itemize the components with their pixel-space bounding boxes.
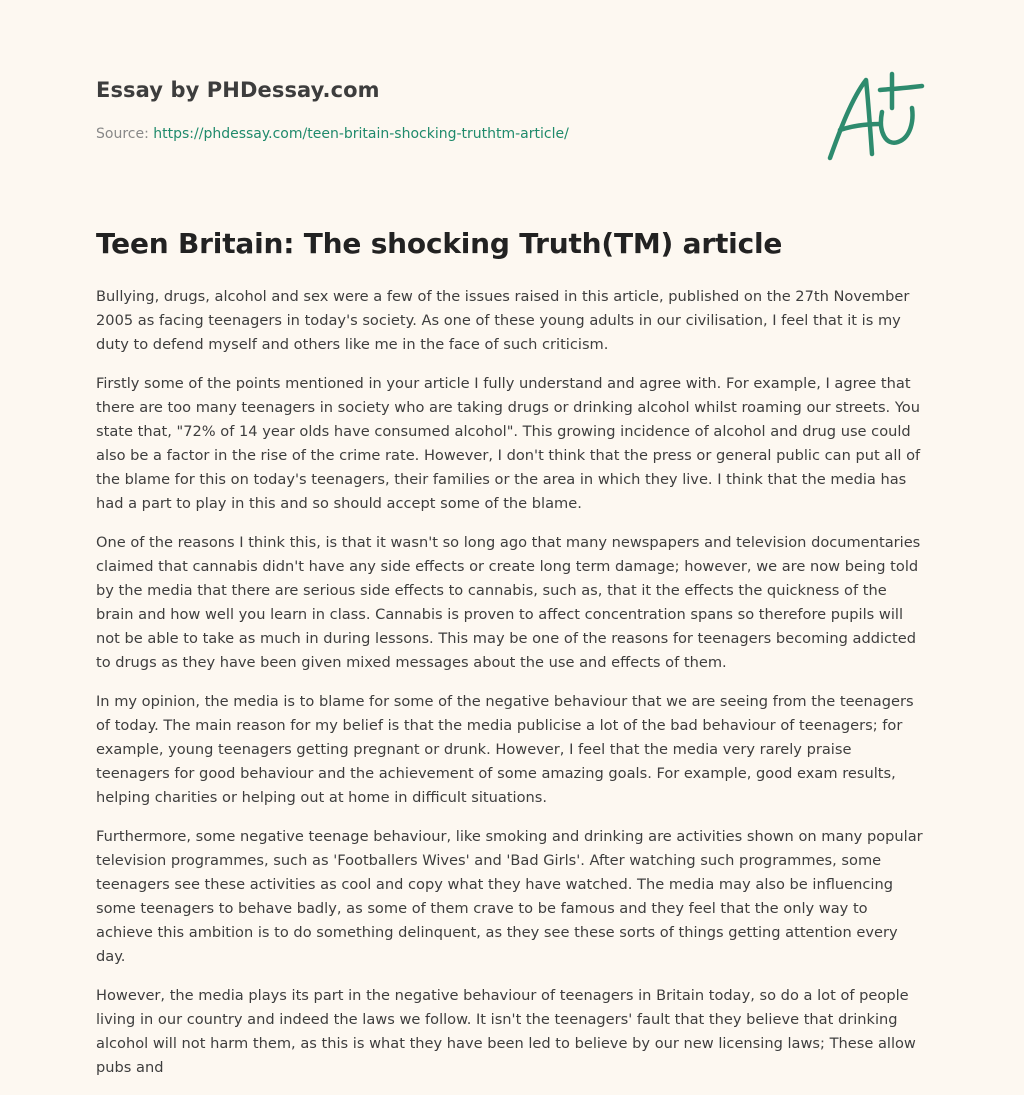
- source-line: [96, 124, 796, 144]
- source-link[interactable]: https://phdessay.com/teen-britain-shocking-truthtm-article/: [153, 126, 569, 142]
- essay-header: [96, 76, 796, 144]
- paragraph: In my opinion, the media is to blame for some of the negative behaviour that we are seeing from the teenagers of today. The main reason for my belief is that the media publicise a lot of the bad behaviour of teenagers; for example, young teenagers getting pregnant or drunk. However, I feel that the media very rarely praise teenagers for good behaviour and the achievement of some amazing goals. For example, good exam results, helping charities or helping out at home in difficult situations.: [96, 693, 914, 806]
- paragraph: Furthermore, some negative teenage behaviour, like smoking and drinking are activities shown on many popular television programmes, such as 'Footballers Wives' and 'Bad Girls'. After watching such programmes, some teenagers see these activities as cool and copy what they have watched. The media may also be influencing some teenagers to behave badly, as some of them crave to be famous and they feel that the only way to achieve this ambition is to do something delinquent, as they see these sorts of things getting attention every day.: [96, 828, 923, 965]
- paragraph: However, the media plays its part in the negative behaviour of teenagers in Britain today, so do a lot of people living in our country and indeed the laws we follow. It isn't the teenagers' fault that they believe that drinking alcohol will not harm them, as this is what they have been led to believe by our new licensing laws; These allow pubs and: [96, 987, 916, 1076]
- paragraph: One of the reasons I think this, is that it wasn't so long ago that many newspapers and television documentaries claimed that cannabis didn't have any side effects or create long term damage; however, we are now being told by the media that there are serious side effects to cannabis, such as, that it the effects the quickness of the brain and how well you learn in class. Cannabis is proven to affect concentration spans so therefore pupils will not be able to take as much in during lessons. This may be one of the reasons for teenagers becoming addicted to drugs as they have been given mixed messages about the use and effects of them.: [96, 534, 921, 671]
- source-label: Source:: [96, 126, 154, 142]
- brand-title: Essay by PHDessay.com: [96, 78, 380, 102]
- a-plus-logo-icon: [822, 68, 926, 164]
- article-title: Teen Britain: The shocking Truth(TM) article: [96, 227, 783, 260]
- article-body: [96, 285, 928, 1095]
- paragraph: Firstly some of the points mentioned in your article I fully understand and agree with. For example, I agree that there are too many teenagers in society who are taking drugs or drinking alcohol whilst roaming our streets. You state that, "72% of 14 year olds have consumed alcohol". This growing incidence of alcohol and drug use could also be a factor in the rise of the crime rate. However, I don't think that the press or general public can put all of the blame for this on today's teenagers, their families or the area in which they live. I think that the media has had a part to play in this and so should accept some of the blame.: [96, 375, 921, 512]
- paragraph: Bullying, drugs, alcohol and sex were a few of the issues raised in this article, published on the 27th November 2005 as facing teenagers in today's society. As one of these young adults in our civilisation, I feel that it is my duty to defend myself and others like me in the face of such criticism.: [96, 288, 910, 353]
